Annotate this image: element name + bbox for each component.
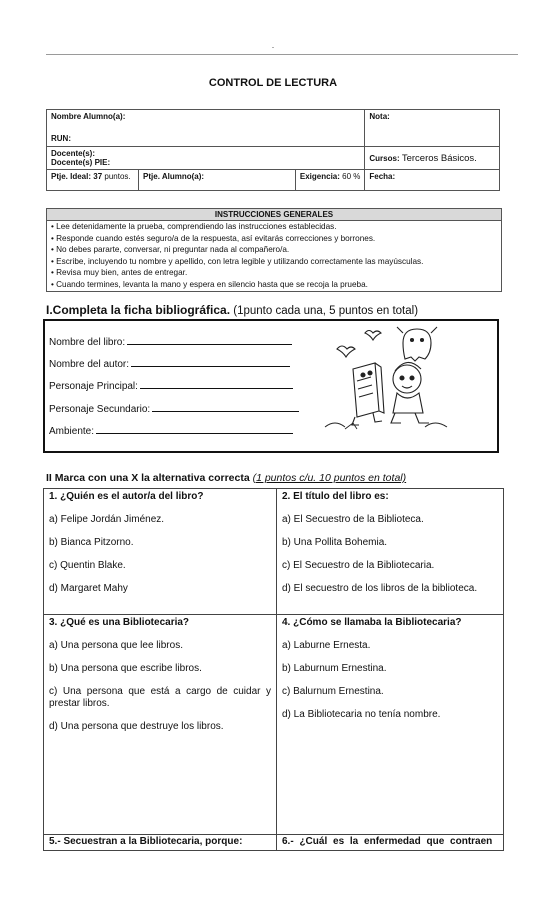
ideal-score-cell (47, 170, 139, 191)
answer-option[interactable]: a) Una persona que lee libros. (49, 640, 183, 651)
secondary-character-label: Personaje Secundario: (49, 404, 151, 415)
instruction-item: • Responde cuando estés seguro/a de la respuesta, así evitarás correcciones y borrones. (51, 233, 376, 243)
answer-line[interactable] (140, 379, 293, 389)
teachers-label: Docente(s): (51, 149, 96, 158)
question-cell-3 (44, 615, 277, 835)
answer-option[interactable]: a) Laburne Ernesta. (282, 640, 371, 651)
answer-option[interactable]: d) El secuestro de los libros de la biblioteca. (282, 583, 478, 594)
answer-option[interactable]: b) Bianca Pitzorno. (49, 537, 134, 548)
run-label: RUN: (51, 134, 71, 143)
instruction-item: • Escribe, incluyendo tu nombre y apellido, con letra legible y utilizando correctamente las mayúsculas. (51, 256, 424, 266)
instruction-item: • Revisa muy bien, antes de entregar. (51, 268, 188, 278)
question-text: 2. El título del libro es: (282, 491, 389, 502)
main-character-label: Personaje Principal: (49, 381, 138, 392)
student-name-label: Nombre Alumno(a): (51, 112, 126, 121)
answer-option[interactable]: d) Una persona que destruye los libros. (49, 721, 224, 732)
bibliographic-card (43, 319, 499, 453)
requirement-cell (295, 170, 364, 191)
student-score-label: Ptje. Alumno(a): (143, 172, 205, 181)
teachers-cell (47, 147, 365, 170)
answer-option[interactable]: c) Una persona que está a cargo de cuidar y prestar libros. (49, 686, 271, 709)
ghost-icon (403, 329, 431, 361)
answer-line[interactable] (152, 402, 299, 412)
date-cell[interactable] (365, 170, 500, 191)
answer-option[interactable]: d) La Bibliotecaria no tenía nombre. (282, 709, 441, 720)
secondary-character-field[interactable] (49, 402, 299, 415)
answer-option[interactable]: c) Quentin Blake. (49, 560, 126, 571)
book-name-field[interactable] (49, 335, 292, 348)
question-cell-6 (277, 835, 504, 851)
courses-label: Cursos: (369, 153, 400, 163)
page-title: CONTROL DE LECTURA (208, 77, 338, 89)
author-name-label: Nombre del autor: (49, 359, 130, 370)
bat-icon (337, 346, 355, 357)
header-divider (46, 54, 518, 55)
instruction-item: • Lee detenidamente la prueba, comprendiendo las instrucciones establecidas. (51, 222, 337, 231)
child-head (393, 365, 421, 393)
bat-icon (365, 331, 381, 341)
section1-heading-row (46, 303, 418, 317)
answer-option[interactable]: a) Felipe Jordán Jiménez. (49, 514, 165, 525)
question-cell-5 (44, 835, 277, 851)
grade-label: Nota: (369, 112, 390, 121)
instructions-box (46, 208, 502, 292)
answer-option[interactable]: c) Balurnum Ernestina. (282, 686, 384, 697)
book-characters-illustration (315, 323, 465, 433)
courses-cell (365, 147, 500, 170)
requirement-value: 60 % (342, 172, 361, 181)
answer-option[interactable]: d) Margaret Mahy (49, 583, 128, 594)
question-cell-2 (277, 489, 504, 615)
question-text: 4. ¿Cómo se llamaba la Bibliotecaria? (282, 617, 462, 628)
main-character-field[interactable] (49, 379, 293, 392)
section1-heading: I.Completa la ficha bibliográfica. (46, 303, 231, 317)
question-cell-1 (44, 489, 277, 615)
answer-option[interactable]: c) El Secuestro de la Bibliotecaria. (282, 560, 435, 571)
answer-option[interactable]: b) Laburnum Ernestina. (282, 663, 387, 674)
question-text: 3. ¿Qué es una Bibliotecaria? (49, 617, 190, 628)
instruction-item: • No debes pararte, conversar, ni preguntar nada al compañero/a. (51, 245, 290, 255)
header-dot: . (271, 40, 275, 50)
grade-cell[interactable] (365, 110, 500, 147)
book-name-label: Nombre del libro: (49, 337, 126, 348)
question-cell-4 (277, 615, 504, 835)
answer-line[interactable] (96, 424, 293, 434)
question-text: 5.- Secuestran a la Bibliotecaria, porque: (49, 836, 243, 847)
book-icon (353, 363, 379, 417)
instructions-heading: INSTRUCCIONES GENERALES (47, 209, 501, 221)
ideal-score-value: 37 (93, 172, 103, 181)
section2-heading-row (46, 472, 406, 484)
section1-points-note: (1punto cada una, 5 puntos en total) (233, 305, 419, 317)
author-name-field[interactable] (49, 357, 290, 370)
question-text: 6.- ¿Cuál es la enfermedad que contraen (282, 836, 493, 847)
date-label: Fecha: (369, 172, 396, 181)
answer-option[interactable]: b) Una persona que escribe libros. (49, 663, 202, 674)
setting-label: Ambiente: (49, 426, 95, 437)
answer-line[interactable] (131, 357, 290, 367)
section2-heading: II Marca con una X la alternativa correcta (46, 472, 250, 484)
multiple-choice-table (43, 488, 504, 851)
student-name-cell[interactable] (47, 110, 365, 147)
student-info-table (46, 109, 500, 191)
answer-option[interactable]: a) El Secuestro de la Biblioteca. (282, 514, 424, 525)
pie-teachers-label: Docente(s) PIE: (51, 158, 111, 167)
child-body (393, 393, 423, 413)
setting-field[interactable] (49, 424, 293, 437)
instruction-item: • Cuando termines, levanta la mano y espera en silencio hasta que se recoja la prueba. (51, 279, 368, 289)
ideal-score-unit: puntos. (104, 172, 131, 181)
ideal-score-label: Ptje. Ideal: (51, 172, 92, 181)
student-score-cell[interactable] (139, 170, 296, 191)
answer-option[interactable]: b) Una Pollita Bohemia. (282, 537, 388, 548)
answer-line[interactable] (127, 335, 292, 345)
courses-value: Terceros Básicos. (401, 152, 477, 164)
requirement-label: Exigencia: (299, 172, 340, 181)
question-text: 1. ¿Quién es el autor/a del libro? (49, 491, 204, 502)
section2-points-note: (1 puntos c/u. 10 puntos en total) (252, 472, 407, 484)
